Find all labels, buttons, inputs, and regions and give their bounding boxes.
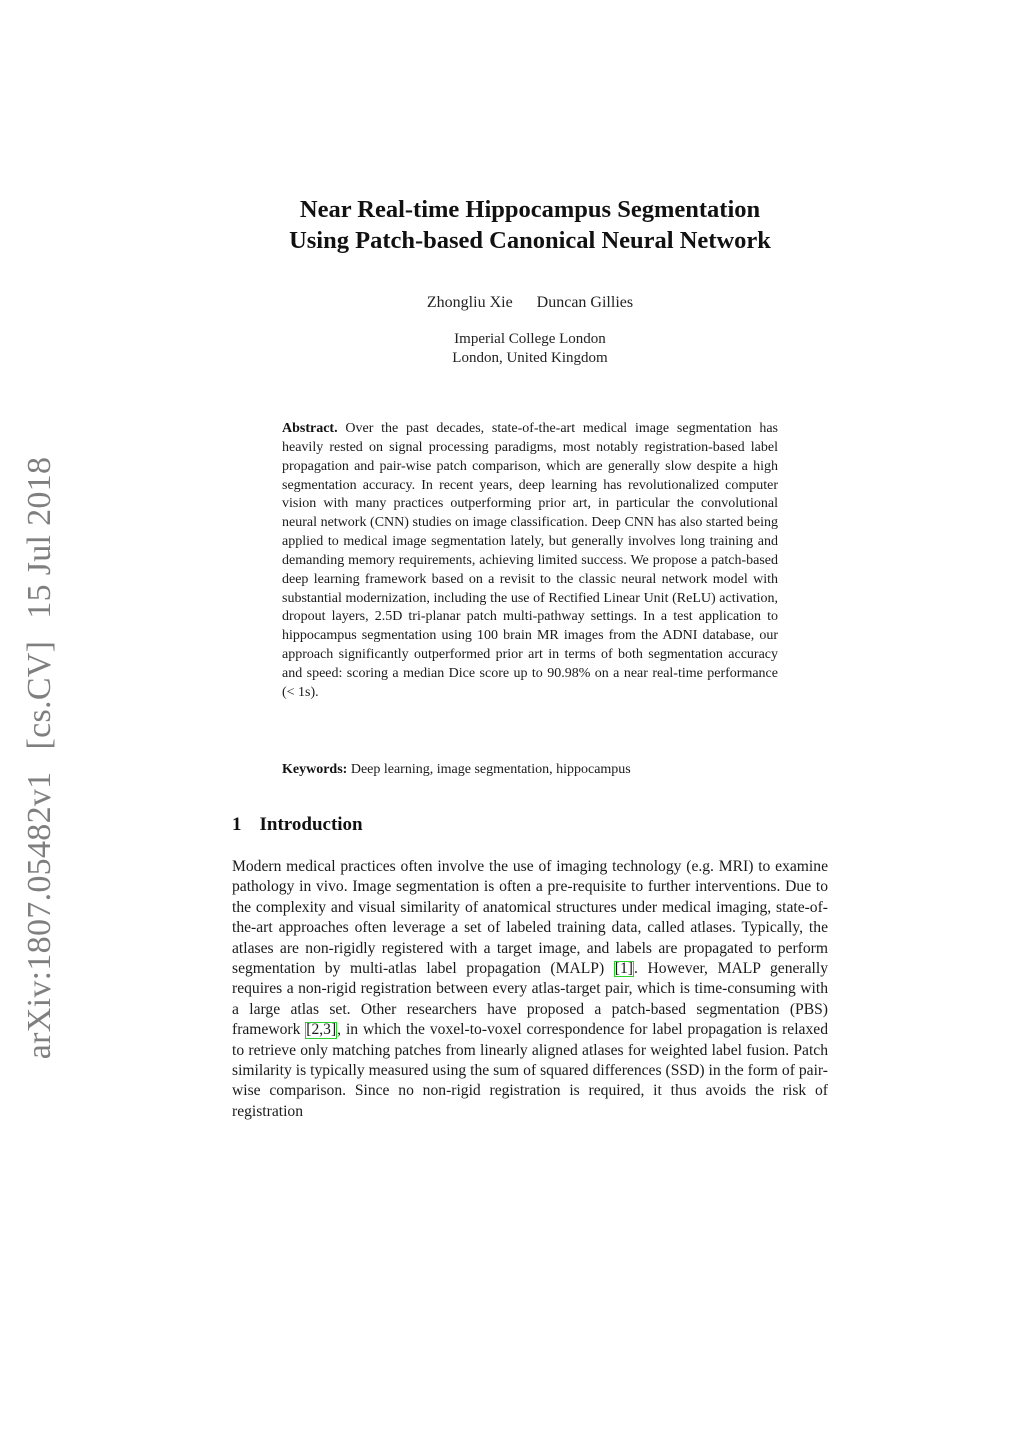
arxiv-category: [cs.CV] [21,640,58,750]
paper-title [232,194,828,256]
arxiv-date: 15 Jul 2018 [21,456,58,619]
author-name: Duncan Gillies [536,294,634,311]
intro-text-segment: . However, MALP generally requires a non-rigid registration between every atlas-target pair, which is time-consuming with a large atlas set. Other researchers have proposed a patch-based segmentation (PBS) framework [232,960,828,1039]
citation-link[interactable]: [1] [614,960,633,978]
keywords [282,760,778,779]
affiliation-location: London, United Kingdom [452,350,608,366]
citation-link[interactable]: [2,3] [306,1021,337,1039]
title-line-1: Near Real-time Hippocampus Segmentation [299,196,761,223]
section-number: 1 [232,814,242,835]
abstract [282,420,778,703]
affiliation [232,330,828,368]
affiliation-institution: Imperial College London [454,331,606,347]
section-title: Introduction [259,814,363,835]
introduction-paragraph [232,857,828,1122]
intro-text-segment: , in which the voxel-to-voxel correspondence for label propagation is relaxed to retrieve only matching patches from linearly aligned atlases for weighted label fusion. Patch similarity is typically measured using the sum of squared differences (SSD) in the form of pair-wise comparison. Since no non-rigid registration is required, it thus avoids the risk of registration [232,1021,828,1120]
keywords-label: Keywords: [282,762,348,777]
arxiv-id[interactable]: arXiv:1807.05482v1 [21,771,58,1060]
section-heading [232,814,363,836]
abstract-label: Abstract. [282,421,338,436]
author-name: Zhongliu Xie [426,294,513,311]
author-list [232,294,828,312]
abstract-text: Over the past decades, state-of-the-art medical image segmentation has heavily rested on signal processing paradigms, most notably registration-based label propagation and pair-wise patch comparison, which are generally slow despite a high segmentation accuracy. In recent years, deep learning has revolutionalized computer vision with many practices outperforming prior art, in particular the convolutional neural network (CNN) studies on image classification. Deep CNN has also started being applied to medical image segmentation lately, but generally involves long training and demanding memory requirements, achieving limited success. We propose a patch-based deep learning framework based on a revisit to the classic neural network model with substantial modernization, including the use of Rectified Linear Unit (ReLU) activation, dropout layers, 2.5D tri-planar patch multi-pathway settings. In a test application to hippocampus segmentation using 100 brain MR images from the ADNI database, our approach significantly outperformed prior art in terms of both segmentation accuracy and speed: scoring a median Dice score up to 90.98% on a near real-time performance (< 1s). [282,421,779,700]
intro-text-segment: Modern medical practices often involve the use of imaging technology (e.g. MRI) to examine pathology in vivo. Image segmentation is often a pre-requisite to further interventions. Due to the complexity and visual similarity of anatomical structures under medical imaging, state-of-the-art approaches often leverage a set of labeled training data, called atlases. Typically, the atlases are non-rigidly registered with a target image, and labels are propagated to perform segmentation by multi-atlas label propagation (MALP) [232,858,828,978]
keywords-text: Deep learning, image segmentation, hippocampus [350,762,631,777]
arxiv-identifier-stamp [20,456,60,1060]
title-line-2: Using Patch-based Canonical Neural Network [289,227,771,254]
